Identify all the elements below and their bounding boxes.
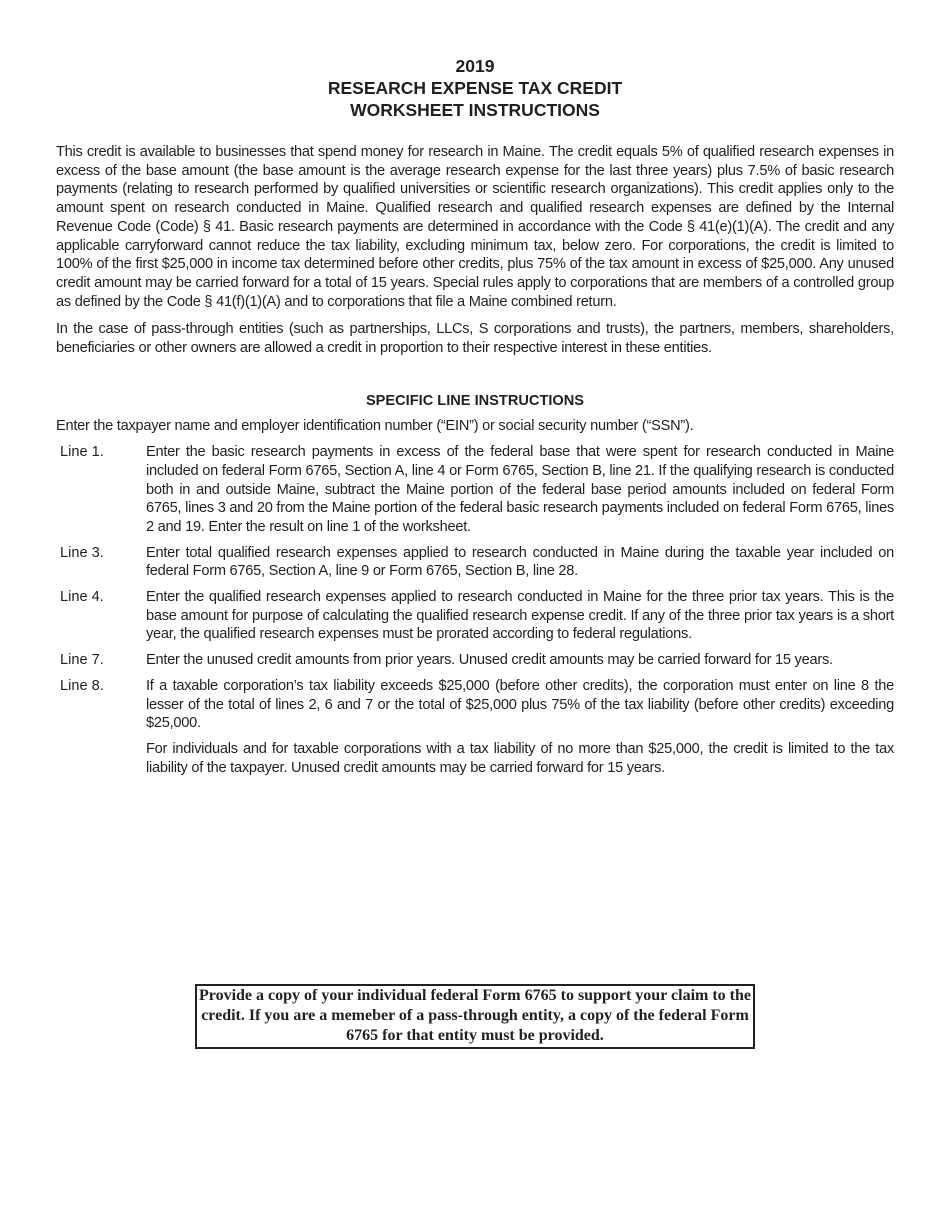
- document-title: [56, 55, 894, 121]
- line-text: If a taxable corporation’s tax liability exceeds $25,000 (before other credits), the corporation must enter on line 8 the lesser of the total of lines 2, 6 and 7 or the total of $25,000 plus 75% of the tax liability (before other credits) exceeding $25,000.: [146, 677, 894, 732]
- title-sub: WORKSHEET INSTRUCTIONS: [350, 100, 600, 120]
- taxpayer-info-instruction: Enter the taxpayer name and employer identification number (“EIN”) or social security number (“SSN”).: [56, 418, 694, 435]
- instructions-page: [56, 0, 894, 777]
- intro-paragraph-1: This credit is available to businesses that spend money for research in Maine. The credit equals 5% of qualified research expenses in excess of the base amount (the base amount is the average research expense for the last three years) plus 7.5% of basic research payments (relating to research performed by qualified universities or scientific research organizations). This credit applies only to the amount spent on research conducted in Maine. Qualified research and qualified research expenses are defined by the Internal Revenue Code (Code) § 41. Basic research payments are determined in accordance with the Code § 41(e)(1)(A). The credit and any applicable carryforward cannot reduce the tax liability, excluding minimum tax, below zero. For corporations, the credit is limited to 100% of the first $25,000 in income tax determined before other credits, plus 75% of the tax amount in excess of $25,000. Any unused credit amount may be carried forward for a total of 15 years. Special rules apply to corporations that are members of a controlled group as defined by the Code § 41(f)(1)(A) and to corporations that file a Maine combined return.: [56, 144, 894, 310]
- specific-instructions-heading: SPECIFIC LINE INSTRUCTIONS: [365, 392, 585, 409]
- line-label: Line 1.: [60, 444, 104, 461]
- line-instruction-7: [56, 651, 894, 670]
- line-text: Enter the qualified research expenses applied to research conducted in Maine for the three prior tax years. This is the base amount for purpose of calculating the qualified research expense credit. If any of the three prior tax years is a short year, the qualified research expenses must be prorated according to federal regulations.: [146, 589, 894, 643]
- line-label: Line 8.: [60, 677, 104, 694]
- line-instruction-4: [56, 588, 894, 644]
- title-year: 2019: [455, 56, 495, 76]
- title-main: RESEARCH EXPENSE TAX CREDIT: [327, 78, 623, 98]
- line-text: Enter total qualified research expenses applied to research conducted in Maine during the taxable year included on federal Form 6765, Section A, line 9 or Form 6765, Section B, line 28.: [146, 544, 894, 580]
- line-instruction-3: [56, 544, 894, 581]
- line-label: Line 3.: [60, 544, 104, 561]
- line-label: Line 7.: [60, 652, 104, 669]
- line-text: Enter the unused credit amounts from prior years. Unused credit amounts may be carried forward for 15 years.: [146, 652, 833, 669]
- line-instruction-1: [56, 443, 894, 537]
- line-label: Line 4.: [60, 589, 104, 606]
- form-6765-notice-box: Provide a copy of your individual federal Form 6765 to support your claim to the credit. If you are a memeber of a pass-through entity, a copy of the federal Form 6765 for that entity must be provided.: [195, 984, 755, 1049]
- line-text: Enter the basic research payments in excess of the federal base that were spent for research conducted in Maine included on federal Form 6765, Section A, line 4 or Form 6765, Section B, line 21. If the qualifying research is conducted both in and outside Maine, subtract the Maine portion of the federal base period amounts included on federal Form 6765, lines 3 and 20 from the Maine portion of the federal basic research payments included on federal Form 6765, lines 2 and 19. Enter the result on line 1 of the worksheet.: [146, 444, 894, 535]
- line-8-continued: For individuals and for taxable corporations with a tax liability of no more than $25,000, the credit is limited to the tax liability of the taxpayer. Unused credit amounts may be carried forward for 15 years.: [146, 740, 894, 776]
- intro-paragraph-2: In the case of pass-through entities (such as partnerships, LLCs, S corporations and trusts), the partners, members, shareholders, beneficiaries or other owners are allowed a credit in proportion to their respective interest in these entities.: [56, 321, 894, 357]
- line-instruction-8: [56, 677, 894, 733]
